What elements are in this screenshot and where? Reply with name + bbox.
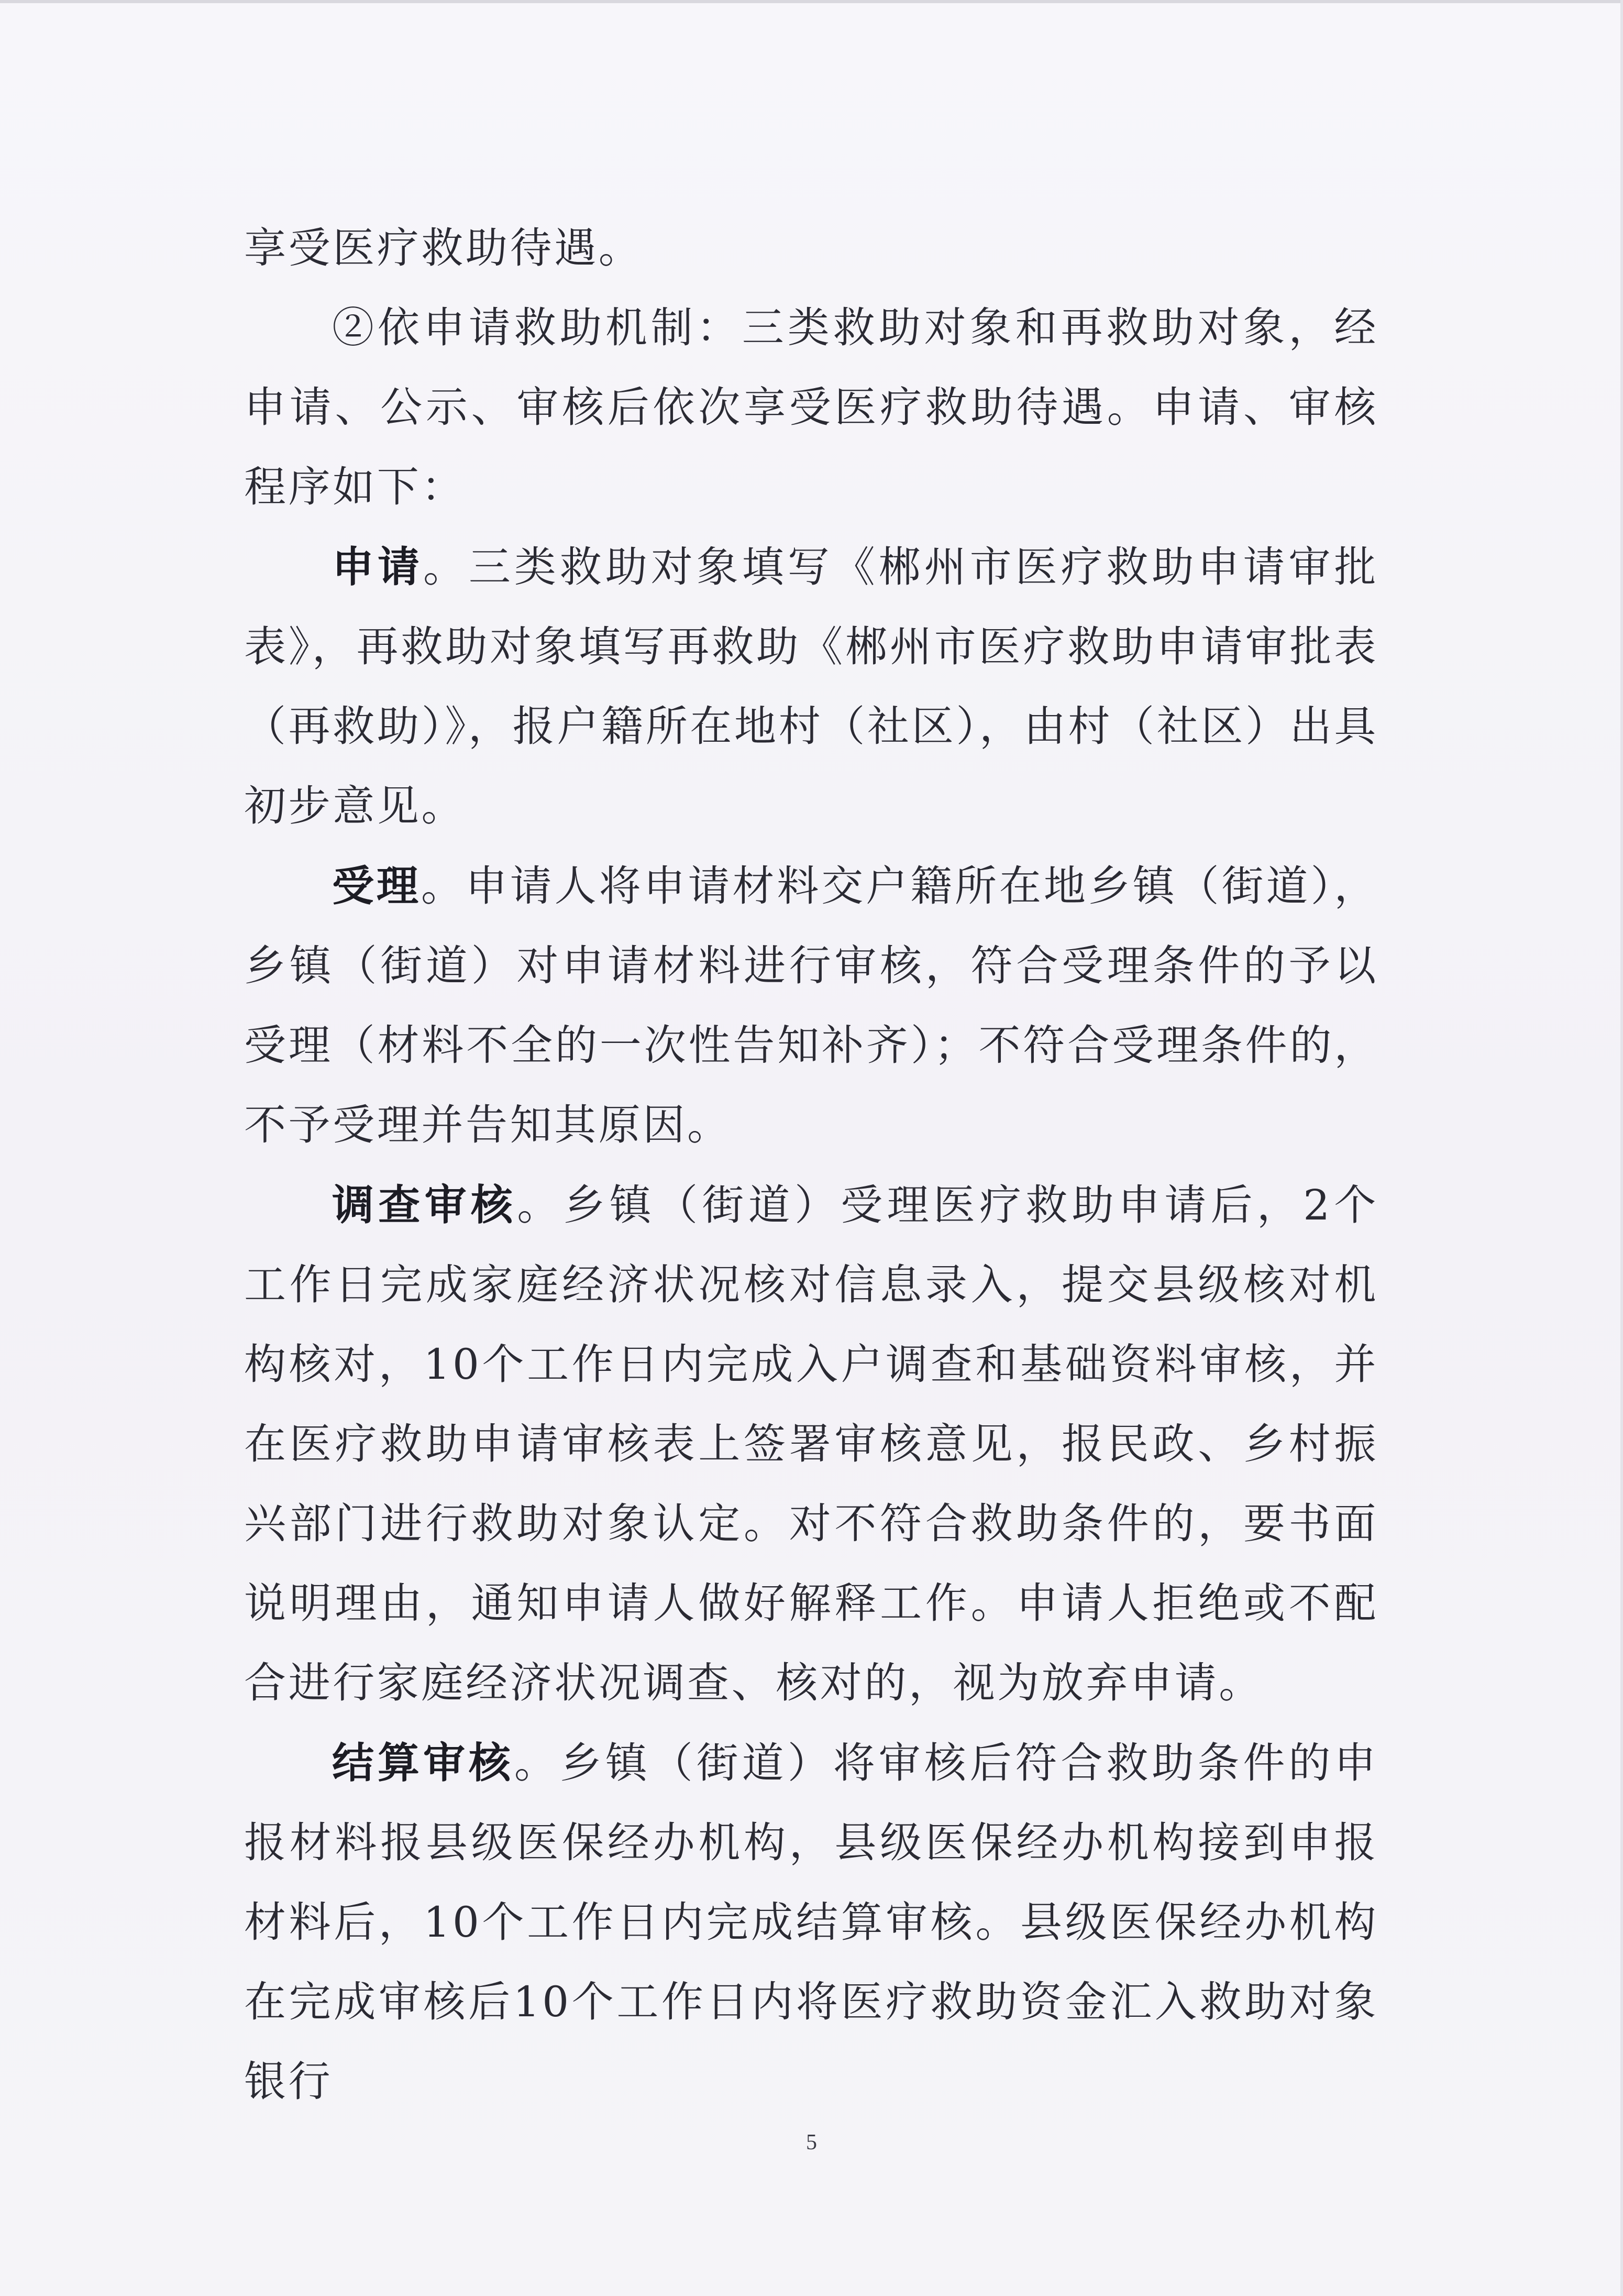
paragraph-2 xyxy=(244,288,1378,527)
paragraph-4 xyxy=(244,846,1378,1165)
paragraph-text: 。三类救助对象填写《郴州市医疗救助申请审批表》，再救助对象填写再救助《郴州市医疗救助申请审批表（再救助）》，报户籍所在地村（社区），由村（社区）出具初步意见。 xyxy=(244,543,1378,830)
paragraph-6 xyxy=(244,1723,1378,2122)
paragraph-text: 享受医疗救助待遇。 xyxy=(244,224,643,272)
page-number: 5 xyxy=(806,2130,817,2155)
paragraph-lead: 调查审核 xyxy=(332,1180,517,1229)
scan-right-edge xyxy=(1620,0,1623,2296)
paragraph-text: 。乡镇（街道）将审核后符合救助条件的申报材料报县级医保经办机构，县级医保经办机构接到申报材料后，10个工作日内完成结算审核。县级医保经办机构在完成审核后10个工作日内将医疗救助资金汇入救助对象银行 xyxy=(244,1739,1378,2106)
paragraph-lead: 申请 xyxy=(332,542,423,591)
body-text xyxy=(244,208,1378,2122)
scan-top-edge xyxy=(0,0,1623,3)
paragraph-lead: 受理 xyxy=(332,861,421,910)
paragraph-1 xyxy=(244,208,1378,288)
paragraph-text: ②依申请救助机制：三类救助对象和再救助对象，经申请、公示、审核后依次享受医疗救助待遇。申请、审核程序如下： xyxy=(244,303,1378,511)
paragraph-lead: 结算审核 xyxy=(332,1738,514,1787)
paragraph-3 xyxy=(244,527,1378,846)
paragraph-text: 。申请人将申请材料交户籍所在地乡镇（街道），乡镇（街道）对申请材料进行审核，符合受理条件的予以受理（材料不全的一次性告知补齐）；不符合受理条件的，不予受理并告知其原因。 xyxy=(244,862,1379,1149)
paragraph-text: 。乡镇（街道）受理医疗救助申请后，2个工作日完成家庭经济状况核对信息录入，提交县级核对机构核对，10个工作日内完成入户调查和基础资料审核，并在医疗救助申请审核表上签署审核意见，报民政、乡村振兴部门进行救助对象认定。对不符合救助条件的，要书面说明理由，通知申请人做好解释工作。申请人拒绝或不配合进行家庭经济状况调查、核对的，视为放弃申请。 xyxy=(244,1181,1378,1707)
paragraph-5 xyxy=(244,1165,1378,1723)
